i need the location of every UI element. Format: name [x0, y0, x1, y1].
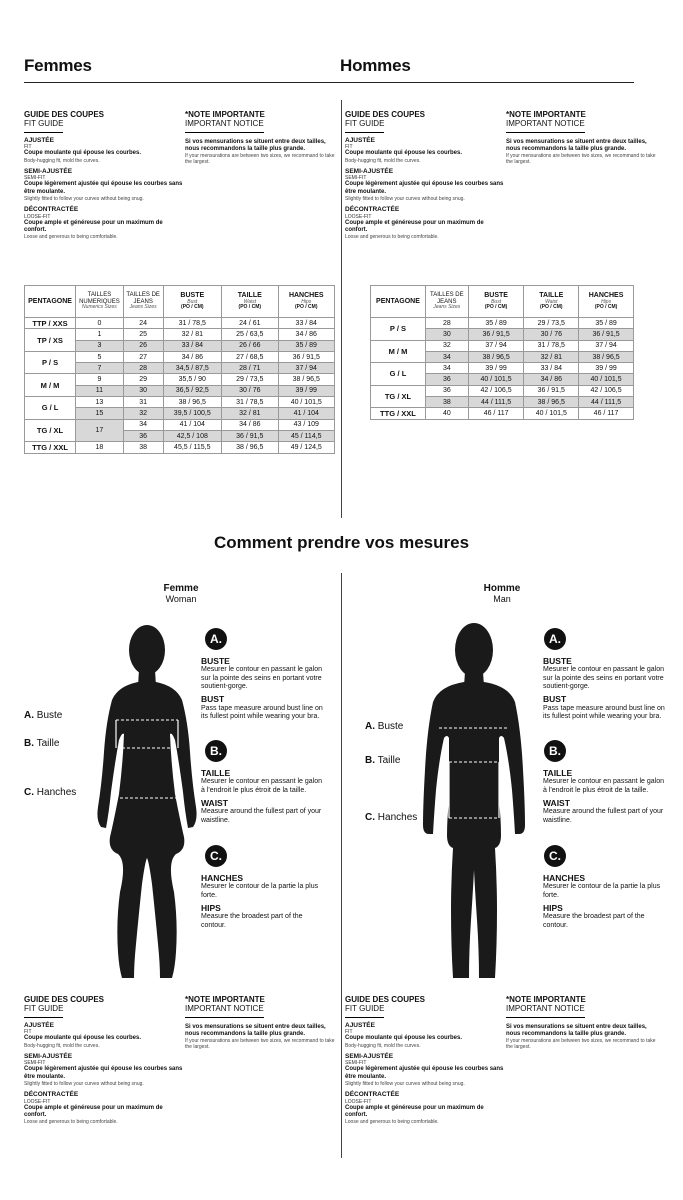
size-label: TG / XL	[371, 385, 426, 408]
step-description: BUSTE Mesurer le contour en passant le galon sur la pointe des seins en portant votre soutient-gorge. BUST Pass tape measure around bust line on its fullest point while wearing your bra.	[201, 656, 323, 720]
table-row	[25, 329, 335, 340]
table-cell: 29 / 73,5	[222, 374, 278, 385]
fit-guide-item: AJUSTÉE FIT Coupe moulante qui épouse les courbes. Body-hugging fit, mold the curves.	[345, 1021, 463, 1049]
table-cell: 40 / 101,5	[579, 374, 634, 385]
fit-guide: GUIDE DES COUPES FIT GUIDE AJUSTÉE FIT Coupe moulante qui épouse les courbes. Body-hugging fit, mold the curves. SEMI-AJUSTÉE SEMI-FIT Coupe légèrement ajustée qui épouse les courbes sans être moulante. Slightly fitted to follow your curves without being snug. DÉCONTRACTÉE LOOSE-FIT Coupe ample et généreuse pour un maximum de confort. Loose and generous to being comfortable.	[24, 110, 183, 240]
col-jeans: TAILLES DE JEANS Jeans Sizes	[425, 286, 468, 318]
table-cell: 31 / 78,5	[163, 318, 222, 329]
size-label: TP / XS	[25, 329, 76, 352]
table-cell: 18	[76, 442, 124, 453]
fit-guide-item: AJUSTÉE FIT Coupe moulante qui épouse les courbes. Body-hugging fit, mold the curves.	[24, 136, 142, 164]
table-cell: 30 / 76	[524, 329, 579, 340]
table-row	[25, 374, 335, 385]
woman-label-hips: C. Hanches	[24, 787, 77, 798]
col-hips: HANCHES Hips (PO / CM)	[278, 286, 334, 318]
step-badge: A.	[205, 628, 227, 650]
table-cell: 30	[425, 329, 468, 340]
table-cell: 27 / 68,5	[222, 351, 278, 362]
size-label: TTG / XXL	[371, 408, 426, 419]
col-pentagone: PENTAGONE	[25, 286, 76, 318]
table-cell: 29	[123, 374, 163, 385]
header-rule	[24, 82, 634, 83]
table-row	[25, 419, 335, 430]
table-cell: 39 / 99	[579, 363, 634, 374]
table-cell: 46 / 117	[468, 408, 524, 419]
table-cell: 41 / 104	[278, 408, 334, 419]
table-cell: 33 / 84	[163, 340, 222, 351]
col-numeric: TAILLES NUMERIQUES Numerics Sizes	[76, 286, 124, 318]
table-cell: 45,5 / 115,5	[163, 442, 222, 453]
table-cell: 31 / 78,5	[222, 397, 278, 408]
table-cell: 7	[76, 363, 124, 374]
table-cell: 36 / 91,5	[579, 329, 634, 340]
important-notice: *NOTE IMPORTANTE IMPORTANT NOTICE Si vos mensurations se situent entre deux tailles, nous recommandons la taille plus grande. If your mensurations are between two sizes, we recommand to take the largest.	[185, 995, 335, 1050]
step-description: TAILLE Mesurer le contour en passant le galon à l'endroit le plus étroit de la taille. WAIST Measure around the fullest part of your waistline.	[201, 768, 323, 824]
size-label: TTP / XXS	[25, 318, 76, 329]
fit-guide-item: DÉCONTRACTÉE LOOSE-FIT Coupe ample et généreuse pour un maximum de confort. Loose and generous to being comfortable.	[24, 205, 163, 240]
table-cell: 29 / 73,5	[524, 318, 579, 329]
fit-guide-item: AJUSTÉE FIT Coupe moulante qui épouse les courbes. Body-hugging fit, mold the curves.	[24, 1021, 142, 1049]
fit-guide: GUIDE DES COUPES FIT GUIDE AJUSTÉE FIT Coupe moulante qui épouse les courbes. Body-hugging fit, mold the curves. SEMI-AJUSTÉE SEMI-FIT Coupe légèrement ajustée qui épouse les courbes sans être moulante. Slightly fitted to follow your curves without being snug. DÉCONTRACTÉE LOOSE-FIT Coupe ample et généreuse pour un maximum de confort. Loose and generous to being comfortable.	[24, 995, 183, 1125]
size-label: P / S	[25, 351, 76, 374]
table-cell: 31	[123, 397, 163, 408]
figures-divider	[341, 573, 342, 1158]
woman-label-bust: A. Buste	[24, 710, 63, 721]
size-label: M / M	[25, 374, 76, 397]
table-cell: 36 / 91,5	[468, 329, 524, 340]
size-label: G / L	[25, 397, 76, 420]
col-pentagone: PENTAGONE	[371, 286, 426, 318]
man-label-hips: C. Hanches	[365, 812, 418, 823]
table-cell: 34,5 / 87,5	[163, 363, 222, 374]
table-cell: 35 / 89	[278, 340, 334, 351]
table-cell: 34	[425, 363, 468, 374]
table-cell: 26 / 66	[222, 340, 278, 351]
table-cell: 32 / 81	[524, 351, 579, 362]
step-description: TAILLE Mesurer le contour en passant le galon à l'endroit le plus étroit de la taille. WAIST Measure around the fullest part of your waistline.	[543, 768, 665, 824]
table-cell: 25 / 63,5	[222, 329, 278, 340]
table-row	[371, 385, 634, 396]
col-hips: HANCHES Hips (PO / CM)	[579, 286, 634, 318]
step-description: HANCHES Mesurer le contour de la partie la plus forte. HIPS Measure the broadest part of the contour.	[201, 873, 319, 929]
table-cell: 36 / 91,5	[222, 430, 278, 441]
fit-guide-item: SEMI-AJUSTÉE SEMI-FIT Coupe légèrement ajustée qui épouse les courbes sans être moulante. Slightly fitted to follow your curves without being snug.	[24, 167, 183, 202]
table-cell: 43 / 109	[278, 419, 334, 430]
table-row	[371, 408, 634, 419]
size-label: P / S	[371, 318, 426, 341]
step-badge: A.	[544, 628, 566, 650]
col-waist: TAILLE Waist (PO / CM)	[222, 286, 278, 318]
table-cell: 45 / 114,5	[278, 430, 334, 441]
man-label-bust: A. Buste	[365, 721, 404, 732]
top-divider	[341, 100, 342, 518]
table-cell: 3	[76, 340, 124, 351]
table-cell: 13	[76, 397, 124, 408]
fit-guide-item: AJUSTÉE FIT Coupe moulante qui épouse les courbes. Body-hugging fit, mold the curves.	[345, 136, 463, 164]
table-cell: 49 / 124,5	[278, 442, 334, 453]
table-cell: 38 / 96,5	[163, 397, 222, 408]
table-cell: 40	[425, 408, 468, 419]
table-cell: 24 / 61	[222, 318, 278, 329]
table-cell: 38	[425, 397, 468, 408]
table-cell: 40 / 101,5	[524, 408, 579, 419]
table-cell: 35 / 89	[468, 318, 524, 329]
step-badge: B.	[544, 740, 566, 762]
table-cell: 1	[76, 329, 124, 340]
table-cell: 36,5 / 92,5	[163, 385, 222, 396]
table-cell: 36	[425, 385, 468, 396]
table-cell: 9	[76, 374, 124, 385]
table-cell: 11	[76, 385, 124, 396]
table-cell: 39,5 / 100,5	[163, 408, 222, 419]
table-cell: 28 / 71	[222, 363, 278, 374]
woman-label-waist: B. Taille	[24, 738, 60, 749]
table-cell: 30 / 76	[222, 385, 278, 396]
table-cell: 40 / 101,5	[468, 374, 524, 385]
table-cell: 40 / 101,5	[278, 397, 334, 408]
men-section-title: Hommes	[340, 56, 411, 75]
table-cell: 42,5 / 108	[163, 430, 222, 441]
important-notice: *NOTE IMPORTANTE IMPORTANT NOTICE Si vos mensurations se situent entre deux tailles, nous recommandons la taille plus grande. If your mensurations are between two sizes, we recommand to take the largest.	[185, 110, 335, 165]
table-cell: 0	[76, 318, 124, 329]
table-cell: 38 / 96,5	[579, 351, 634, 362]
table-cell: 34	[123, 419, 163, 430]
men-size-table	[370, 285, 634, 420]
table-cell: 36	[123, 430, 163, 441]
numeric-size: 17	[76, 419, 124, 442]
measure-title: Comment prendre vos mesures	[213, 533, 470, 552]
fit-guide: GUIDE DES COUPES FIT GUIDE AJUSTÉE FIT Coupe moulante qui épouse les courbes. Body-hugging fit, mold the curves. SEMI-AJUSTÉE SEMI-FIT Coupe légèrement ajustée qui épouse les courbes sans être moulante. Slightly fitted to follow your curves without being snug. DÉCONTRACTÉE LOOSE-FIT Coupe ample et généreuse pour un maximum de confort. Loose and generous to being comfortable.	[345, 110, 504, 240]
fit-guide-item: DÉCONTRACTÉE LOOSE-FIT Coupe ample et généreuse pour un maximum de confort. Loose and generous to being comfortable.	[345, 1090, 484, 1125]
man-silhouette	[417, 620, 532, 984]
step-badge: B.	[205, 740, 227, 762]
table-cell: 33 / 84	[278, 318, 334, 329]
col-jeans: TAILLES DE JEANS Jeans Sizes	[123, 286, 163, 318]
women-section-title: Femmes	[24, 56, 92, 75]
table-cell: 37 / 94	[579, 340, 634, 351]
table-cell: 42 / 106,5	[468, 385, 524, 396]
table-cell: 42 / 106,5	[579, 385, 634, 396]
woman-silhouette	[92, 622, 202, 984]
table-cell: 38 / 96,5	[468, 351, 524, 362]
step-description: HANCHES Mesurer le contour de la partie la plus forte. HIPS Measure the broadest part of the contour.	[543, 873, 661, 929]
table-row	[25, 351, 335, 362]
table-cell: 39 / 99	[468, 363, 524, 374]
table-cell: 38 / 96,5	[222, 442, 278, 453]
size-label: M / M	[371, 340, 426, 363]
important-notice: *NOTE IMPORTANTE IMPORTANT NOTICE Si vos mensurations se situent entre deux tailles, nous recommandons la taille plus grande. If your mensurations are between two sizes, we recommand to take the largest.	[506, 995, 656, 1050]
important-notice: *NOTE IMPORTANTE IMPORTANT NOTICE Si vos mensurations se situent entre deux tailles, nous recommandons la taille plus grande. If your mensurations are between two sizes, we recommand to take the largest.	[506, 110, 656, 165]
table-row	[371, 318, 634, 329]
table-cell: 28	[425, 318, 468, 329]
table-cell: 28	[123, 363, 163, 374]
size-label: G / L	[371, 363, 426, 386]
col-bust: BUSTE Bust (PO / CM)	[468, 286, 524, 318]
fit-guide-item: SEMI-AJUSTÉE SEMI-FIT Coupe légèrement ajustée qui épouse les courbes sans être moulante. Slightly fitted to follow your curves without being snug.	[24, 1052, 183, 1087]
col-bust: BUSTE Bust (PO / CM)	[163, 286, 222, 318]
size-label: TG / XL	[25, 419, 76, 442]
col-waist: TAILLE Waist (PO / CM)	[524, 286, 579, 318]
fit-guide: GUIDE DES COUPES FIT GUIDE AJUSTÉE FIT Coupe moulante qui épouse les courbes. Body-hugging fit, mold the curves. SEMI-AJUSTÉE SEMI-FIT Coupe légèrement ajustée qui épouse les courbes sans être moulante. Slightly fitted to follow your curves without being snug. DÉCONTRACTÉE LOOSE-FIT Coupe ample et généreuse pour un maximum de confort. Loose and generous to being comfortable.	[345, 995, 504, 1125]
table-row	[371, 340, 634, 351]
table-row	[25, 397, 335, 408]
table-cell: 38 / 96,5	[524, 397, 579, 408]
table-row	[25, 318, 335, 329]
table-cell: 31 / 78,5	[524, 340, 579, 351]
size-label: TTG / XXL	[25, 442, 76, 453]
table-cell: 44 / 111,5	[468, 397, 524, 408]
table-cell: 32 / 81	[222, 408, 278, 419]
table-cell: 36 / 91,5	[278, 351, 334, 362]
step-description: BUSTE Mesurer le contour en passant le galon sur la pointe des seins en portant votre soutient-gorge. BUST Pass tape measure around bust line on its fullest point while wearing your bra.	[543, 656, 665, 720]
fit-guide-item: DÉCONTRACTÉE LOOSE-FIT Coupe ample et généreuse pour un maximum de confort. Loose and generous to being comfortable.	[24, 1090, 163, 1125]
table-cell: 37 / 94	[468, 340, 524, 351]
table-cell: 34	[425, 351, 468, 362]
table-cell: 33 / 84	[524, 363, 579, 374]
woman-title: Femme Woman	[163, 583, 199, 604]
table-cell: 38	[123, 442, 163, 453]
table-cell: 34 / 86	[524, 374, 579, 385]
table-cell: 34 / 86	[163, 351, 222, 362]
table-cell: 46 / 117	[579, 408, 634, 419]
table-cell: 32	[123, 408, 163, 419]
fit-guide-item: SEMI-AJUSTÉE SEMI-FIT Coupe légèrement ajustée qui épouse les courbes sans être moulante. Slightly fitted to follow your curves without being snug.	[345, 1052, 504, 1087]
table-cell: 41 / 104	[163, 419, 222, 430]
table-cell: 15	[76, 408, 124, 419]
table-cell: 25	[123, 329, 163, 340]
step-badge: C.	[544, 845, 566, 867]
man-title: Homme Man	[483, 583, 521, 604]
table-cell: 39 / 99	[278, 385, 334, 396]
table-cell: 44 / 111,5	[579, 397, 634, 408]
table-cell: 27	[123, 351, 163, 362]
table-cell: 24	[123, 318, 163, 329]
table-cell: 35 / 89	[579, 318, 634, 329]
table-cell: 36 / 91,5	[524, 385, 579, 396]
table-cell: 34 / 86	[278, 329, 334, 340]
table-cell: 5	[76, 351, 124, 362]
table-row	[25, 442, 335, 453]
table-cell: 34 / 86	[222, 419, 278, 430]
table-cell: 32	[425, 340, 468, 351]
table-cell: 35,5 / 90	[163, 374, 222, 385]
table-cell: 36	[425, 374, 468, 385]
women-size-table	[24, 285, 335, 454]
man-label-waist: B. Taille	[365, 755, 401, 766]
table-cell: 37 / 94	[278, 363, 334, 374]
table-cell: 30	[123, 385, 163, 396]
step-badge: C.	[205, 845, 227, 867]
fit-guide-item: DÉCONTRACTÉE LOOSE-FIT Coupe ample et généreuse pour un maximum de confort. Loose and generous to being comfortable.	[345, 205, 484, 240]
table-row	[371, 363, 634, 374]
table-cell: 32 / 81	[163, 329, 222, 340]
table-cell: 38 / 96,5	[278, 374, 334, 385]
table-cell: 26	[123, 340, 163, 351]
fit-guide-item: SEMI-AJUSTÉE SEMI-FIT Coupe légèrement ajustée qui épouse les courbes sans être moulante. Slightly fitted to follow your curves without being snug.	[345, 167, 504, 202]
